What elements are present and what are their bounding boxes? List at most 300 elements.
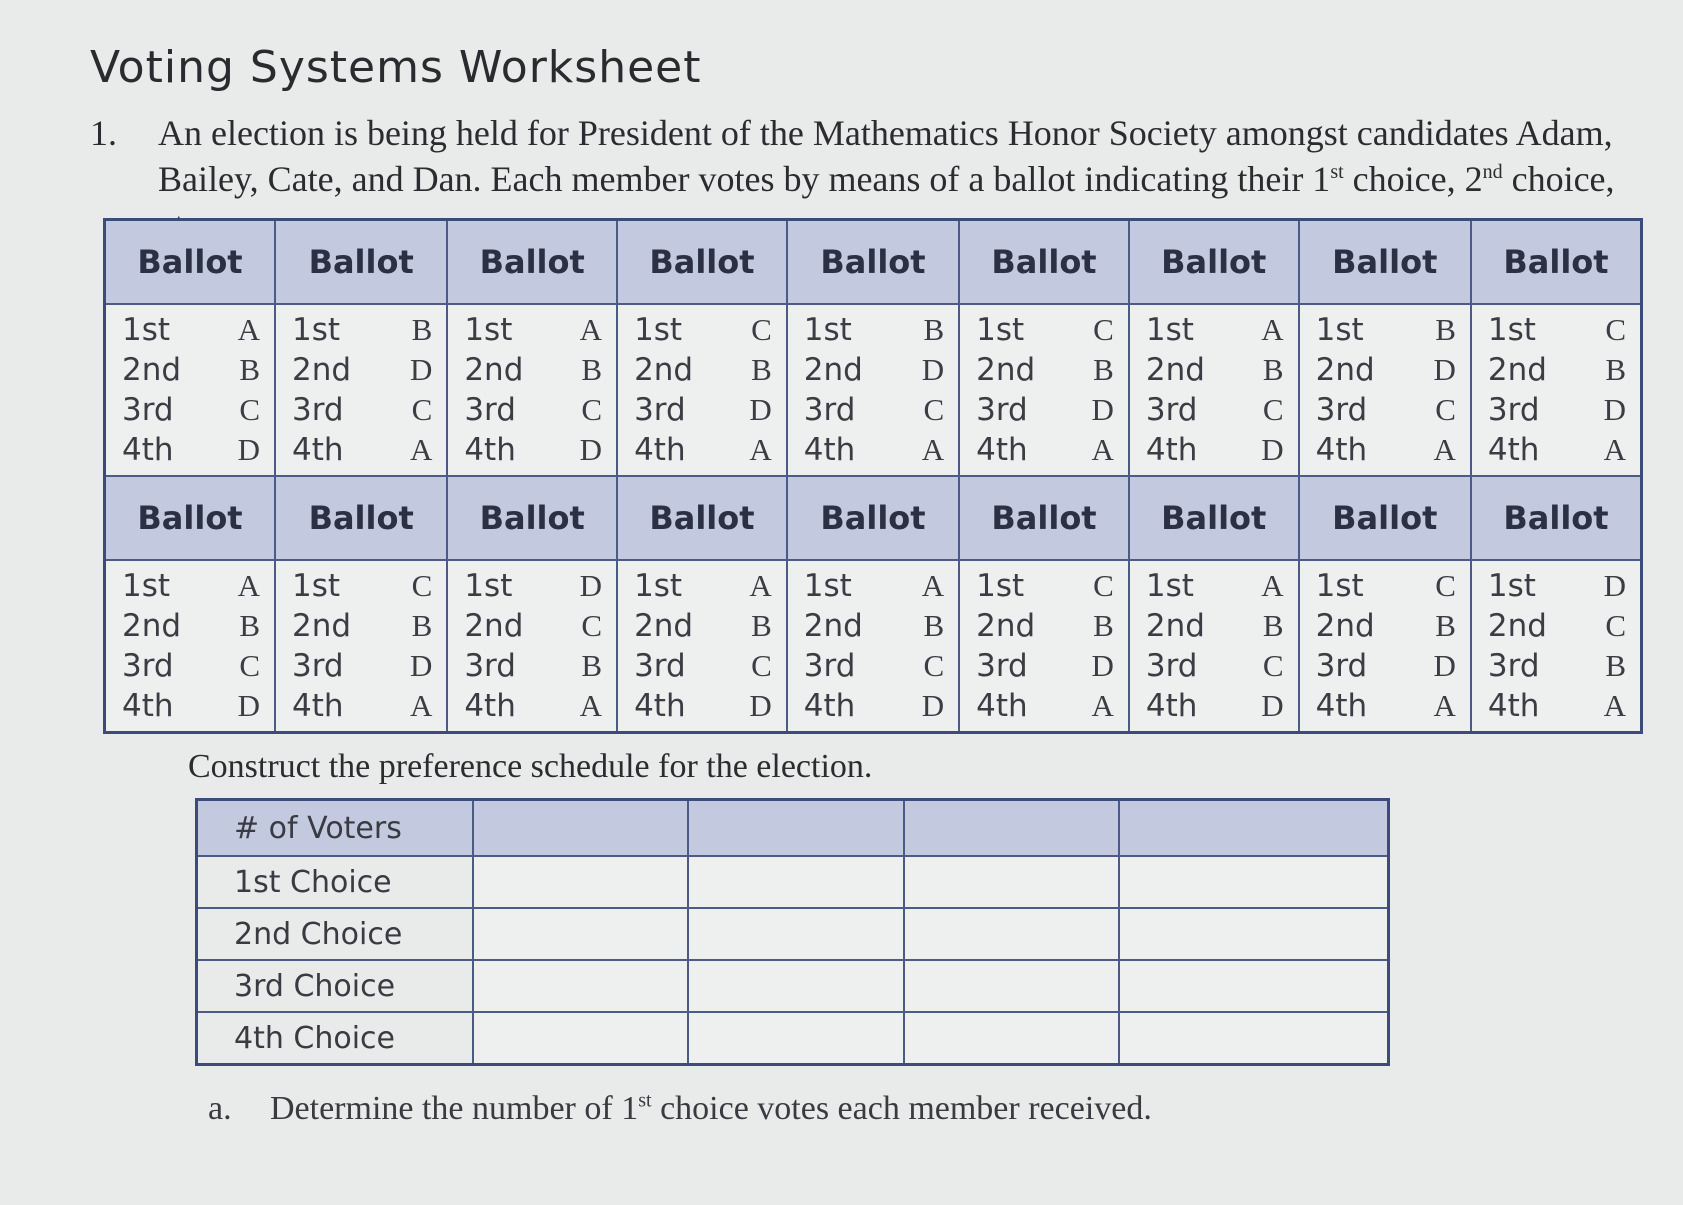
rank-label: 4th xyxy=(1145,688,1198,724)
ballot-rank-row xyxy=(1472,566,1640,606)
candidate-letter: A xyxy=(1433,688,1456,723)
ballot-cell xyxy=(617,304,787,476)
rank-label: 2nd xyxy=(122,608,182,644)
candidate-letter: A xyxy=(237,568,260,603)
candidate-letter: C xyxy=(1093,312,1114,347)
question-sup-nd: nd xyxy=(1482,161,1503,183)
candidate-letter: D xyxy=(1091,648,1114,683)
candidate-letter: B xyxy=(1605,648,1626,683)
candidate-letter: D xyxy=(921,352,945,387)
ballot-rank-row xyxy=(276,646,446,686)
ballot-rank-row xyxy=(106,350,274,390)
ballot-cell xyxy=(1299,560,1471,733)
candidate-letter: A xyxy=(409,432,433,467)
candidate-letter: B xyxy=(1435,608,1456,643)
schedule-blank-cell[interactable] xyxy=(904,800,1119,857)
ballot-rank-row xyxy=(1300,390,1470,430)
rank-label: 3rd xyxy=(1315,648,1368,684)
schedule-row xyxy=(197,856,1389,908)
ballot-rank-row xyxy=(618,310,786,350)
candidate-letter: C xyxy=(239,648,260,683)
sub-question-sup: st xyxy=(638,1089,652,1112)
question-text-part1: An election is being held for President of the Mathematics Honor Society amongst candidates Adam, Bailey, Cate, and Dan. Each member votes by means of a ballot indicating their 1 xyxy=(158,113,1613,199)
ballot-rank-row xyxy=(960,350,1128,390)
ballot-rank-row xyxy=(618,686,786,726)
ballot-rank-row xyxy=(788,646,958,686)
candidate-letter: A xyxy=(921,432,945,467)
ballot-header: Ballot xyxy=(959,476,1129,560)
ballot-header: Ballot xyxy=(1129,476,1299,560)
candidate-letter: A xyxy=(237,312,260,347)
candidate-letter: B xyxy=(1093,608,1114,643)
rank-label: 4th xyxy=(122,432,174,468)
candidate-letter: B xyxy=(751,352,772,387)
ballot-rank-row xyxy=(106,606,274,646)
candidate-letter: B xyxy=(1435,312,1456,347)
candidate-letter: B xyxy=(239,352,260,387)
schedule-blank-cell[interactable] xyxy=(688,856,903,908)
schedule-row-label: # of Voters xyxy=(197,800,474,857)
question-text-part2: choice, 2 xyxy=(1343,159,1483,199)
ballot-rank-row xyxy=(788,390,958,430)
schedule-blank-cell[interactable] xyxy=(688,960,903,1012)
candidate-letter: A xyxy=(749,432,772,467)
instruction-text: Construct the preference schedule for the election. xyxy=(188,748,873,785)
ballot-cell xyxy=(105,560,276,733)
ballot-rank-row xyxy=(276,566,446,606)
schedule-row-label: 3rd Choice xyxy=(197,960,474,1012)
ballot-rank-row xyxy=(106,566,274,606)
ballot-rank-row xyxy=(1300,310,1470,350)
ballot-rank-row xyxy=(1472,646,1640,686)
schedule-blank-cell[interactable] xyxy=(904,908,1119,960)
ballot-cell xyxy=(787,560,959,733)
rank-label: 2nd xyxy=(1315,352,1375,388)
ballot-rank-row xyxy=(106,310,274,350)
rank-label: 1st xyxy=(1145,568,1194,604)
rank-label: 3rd xyxy=(1315,392,1368,428)
ballot-rank-row xyxy=(618,350,786,390)
ballot-rank-row xyxy=(1472,430,1640,470)
ballot-rank-row xyxy=(448,390,616,430)
schedule-blank-cell[interactable] xyxy=(688,800,903,857)
question-sup-st: st xyxy=(1330,161,1344,183)
rank-label: 2nd xyxy=(1487,608,1547,644)
ballot-cell xyxy=(959,560,1129,733)
ballot-cell xyxy=(105,304,276,476)
candidate-letter: A xyxy=(1603,432,1626,467)
schedule-blank-cell[interactable] xyxy=(904,856,1119,908)
candidate-letter: B xyxy=(1605,352,1626,387)
rank-label: 1st xyxy=(464,312,513,348)
rank-label: 1st xyxy=(1315,568,1364,604)
rank-label: 3rd xyxy=(464,648,516,684)
rank-label: 3rd xyxy=(1145,648,1198,684)
rank-label: 4th xyxy=(464,688,516,724)
ballot-header: Ballot xyxy=(1471,476,1642,560)
candidate-letter: B xyxy=(411,312,433,347)
candidate-letter: D xyxy=(749,392,772,427)
ballot-cell xyxy=(1129,560,1299,733)
rank-label: 1st xyxy=(122,568,171,604)
ballot-header: Ballot xyxy=(617,476,787,560)
rank-label: 1st xyxy=(1487,312,1536,348)
sub-question-a xyxy=(208,1090,1152,1128)
rank-label: 4th xyxy=(976,432,1028,468)
rank-label: 3rd xyxy=(1487,648,1540,684)
rank-label: 4th xyxy=(1487,432,1540,468)
candidate-letter: D xyxy=(921,688,945,723)
ballot-rank-row xyxy=(1300,350,1470,390)
ballot-header: Ballot xyxy=(1299,220,1471,305)
candidate-letter: C xyxy=(1435,568,1456,603)
candidate-letter: B xyxy=(1093,352,1114,387)
candidate-letter: C xyxy=(751,648,772,683)
rank-label: 4th xyxy=(1315,432,1368,468)
ballot-rank-row xyxy=(960,390,1128,430)
rank-label: 2nd xyxy=(464,608,524,644)
rank-label: 3rd xyxy=(292,648,344,684)
ballot-rank-row xyxy=(106,646,274,686)
ballot-rank-row xyxy=(276,310,446,350)
schedule-blank-cell[interactable] xyxy=(473,908,688,960)
rank-label: 1st xyxy=(1487,568,1536,604)
ballot-header: Ballot xyxy=(1471,220,1642,305)
rank-label: 4th xyxy=(1315,688,1368,724)
rank-label: 4th xyxy=(464,432,516,468)
rank-label: 3rd xyxy=(122,392,174,428)
ballot-rank-row xyxy=(960,646,1128,686)
rank-label: 3rd xyxy=(976,392,1028,428)
ballot-rank-row xyxy=(106,430,274,470)
rank-label: 4th xyxy=(1487,688,1540,724)
candidate-letter: B xyxy=(923,312,945,347)
ballot-header: Ballot xyxy=(617,220,787,305)
ballot-cell xyxy=(275,304,447,476)
ballots-table xyxy=(103,218,1643,734)
candidate-letter: A xyxy=(1091,432,1114,467)
candidate-letter: B xyxy=(923,608,945,643)
ballot-header-row xyxy=(105,476,1642,560)
ballot-rank-row xyxy=(1130,390,1298,430)
ballot-rank-row xyxy=(1472,350,1640,390)
rank-label: 2nd xyxy=(122,352,182,388)
ballot-cell xyxy=(275,560,447,733)
ballot-rank-row xyxy=(788,310,958,350)
candidate-letter: C xyxy=(923,648,945,683)
sub-question-letter: a. xyxy=(208,1090,232,1127)
ballot-cell xyxy=(787,304,959,476)
candidate-letter: C xyxy=(923,392,945,427)
schedule-blank-cell[interactable] xyxy=(904,960,1119,1012)
candidate-letter: A xyxy=(1261,568,1284,603)
ballot-rank-row xyxy=(1300,430,1470,470)
rank-label: 1st xyxy=(292,312,341,348)
schedule-blank-cell[interactable] xyxy=(1119,800,1388,857)
schedule-row xyxy=(197,800,1389,857)
ballot-header: Ballot xyxy=(275,220,447,305)
rank-label: 2nd xyxy=(1145,352,1205,388)
candidate-letter: C xyxy=(1605,608,1626,643)
ballot-header: Ballot xyxy=(447,476,617,560)
rank-label: 1st xyxy=(634,312,683,348)
rank-label: 2nd xyxy=(634,352,694,388)
rank-label: 1st xyxy=(803,568,852,604)
rank-label: 2nd xyxy=(803,608,863,644)
candidate-letter: A xyxy=(1433,432,1456,467)
schedule-blank-cell[interactable] xyxy=(473,960,688,1012)
ballot-rank-row xyxy=(276,350,446,390)
schedule-blank-cell[interactable] xyxy=(688,1012,903,1065)
ballot-header: Ballot xyxy=(275,476,447,560)
candidate-letter: C xyxy=(1262,648,1284,683)
ballot-header: Ballot xyxy=(1299,476,1471,560)
candidate-letter: C xyxy=(239,392,260,427)
candidate-letter: C xyxy=(1605,312,1626,347)
ballot-rank-row xyxy=(1300,606,1470,646)
candidate-letter: D xyxy=(1433,352,1456,387)
schedule-blank-cell[interactable] xyxy=(473,1012,688,1065)
ballot-rank-row xyxy=(788,350,958,390)
candidate-letter: B xyxy=(751,608,772,643)
ballot-rank-row xyxy=(1472,606,1640,646)
rank-label: 1st xyxy=(292,568,341,604)
ballot-content-row xyxy=(105,304,1642,476)
candidate-letter: C xyxy=(1435,392,1456,427)
schedule-blank-cell[interactable] xyxy=(1119,856,1388,908)
ballot-rank-row xyxy=(448,686,616,726)
rank-label: 4th xyxy=(122,688,174,724)
candidate-letter: C xyxy=(1093,568,1114,603)
ballot-cell xyxy=(959,304,1129,476)
rank-label: 2nd xyxy=(634,608,694,644)
schedule-blank-cell[interactable] xyxy=(473,856,688,908)
candidate-letter: A xyxy=(579,312,603,347)
ballot-rank-row xyxy=(788,566,958,606)
schedule-row xyxy=(197,908,1389,960)
ballot-rank-row xyxy=(1472,310,1640,350)
ballot-content-row xyxy=(105,560,1642,733)
ballot-header: Ballot xyxy=(1129,220,1299,305)
rank-label: 4th xyxy=(1145,432,1198,468)
ballot-rank-row xyxy=(276,390,446,430)
candidate-letter: A xyxy=(921,568,945,603)
ballot-rank-row xyxy=(1130,686,1298,726)
rank-label: 1st xyxy=(1315,312,1364,348)
ballot-rank-row xyxy=(960,686,1128,726)
candidate-letter: A xyxy=(579,688,603,723)
candidate-letter: A xyxy=(1091,688,1114,723)
candidate-letter: C xyxy=(751,312,772,347)
ballot-rank-row xyxy=(448,430,616,470)
page-title: Voting Systems Worksheet xyxy=(90,42,702,93)
ballot-cell xyxy=(447,304,617,476)
rank-label: 2nd xyxy=(1145,608,1205,644)
rank-label: 1st xyxy=(1145,312,1194,348)
ballot-rank-row xyxy=(106,686,274,726)
candidate-letter: B xyxy=(239,608,260,643)
ballot-rank-row xyxy=(960,310,1128,350)
ballot-rank-row xyxy=(106,390,274,430)
rank-label: 3rd xyxy=(1145,392,1198,428)
schedule-row-label: 1st Choice xyxy=(197,856,474,908)
schedule-blank-cell[interactable] xyxy=(1119,908,1388,960)
ballot-rank-row xyxy=(1130,350,1298,390)
candidate-letter: C xyxy=(581,608,603,643)
ballot-rank-row xyxy=(448,350,616,390)
preference-schedule-table xyxy=(195,798,1390,1066)
candidate-letter: D xyxy=(749,688,772,723)
candidate-letter: B xyxy=(411,608,433,643)
candidate-letter: A xyxy=(1261,312,1284,347)
candidate-letter: A xyxy=(1603,688,1626,723)
rank-label: 3rd xyxy=(464,392,516,428)
ballot-rank-row xyxy=(618,430,786,470)
ballot-rank-row xyxy=(448,310,616,350)
ballot-rank-row xyxy=(1472,686,1640,726)
ballot-rank-row xyxy=(1130,606,1298,646)
candidate-letter: C xyxy=(1262,392,1284,427)
ballot-rank-row xyxy=(276,430,446,470)
rank-label: 2nd xyxy=(464,352,524,388)
ballot-rank-row xyxy=(276,606,446,646)
ballot-rank-row xyxy=(1300,566,1470,606)
schedule-blank-cell[interactable] xyxy=(1119,960,1388,1012)
ballot-rank-row xyxy=(618,646,786,686)
rank-label: 3rd xyxy=(634,392,686,428)
rank-label: 4th xyxy=(292,432,344,468)
candidate-letter: B xyxy=(581,648,603,683)
candidate-letter: D xyxy=(1603,392,1626,427)
question-text-part3: choice, xyxy=(1511,159,1615,199)
ballot-rank-row xyxy=(960,606,1128,646)
ballot-cell xyxy=(447,560,617,733)
candidate-letter: D xyxy=(409,648,433,683)
ballot-rank-row xyxy=(1472,390,1640,430)
candidate-letter: D xyxy=(579,432,603,467)
schedule-row xyxy=(197,1012,1389,1065)
sub-question-text: Determine the number of 1 xyxy=(270,1090,639,1127)
ballot-rank-row xyxy=(1130,310,1298,350)
rank-label: 4th xyxy=(803,432,856,468)
question-number: 1. xyxy=(90,113,117,153)
candidate-letter: D xyxy=(1603,568,1626,603)
rank-label: 3rd xyxy=(976,648,1028,684)
ballot-rank-row xyxy=(618,566,786,606)
rank-label: 2nd xyxy=(1315,608,1375,644)
ballot-rank-row xyxy=(448,606,616,646)
candidate-letter: B xyxy=(1262,608,1284,643)
rank-label: 1st xyxy=(976,312,1025,348)
ballot-rank-row xyxy=(618,390,786,430)
rank-label: 4th xyxy=(803,688,856,724)
rank-label: 3rd xyxy=(292,392,344,428)
ballot-cell xyxy=(1299,304,1471,476)
ballot-rank-row xyxy=(788,430,958,470)
ballot-rank-row xyxy=(788,686,958,726)
ballot-header: Ballot xyxy=(105,476,276,560)
sub-question-text-end: choice votes each member received. xyxy=(651,1090,1152,1127)
schedule-blank-cell[interactable] xyxy=(473,800,688,857)
schedule-blank-cell[interactable] xyxy=(904,1012,1119,1065)
candidate-letter: D xyxy=(237,432,260,467)
candidate-letter: D xyxy=(1261,432,1284,467)
candidate-letter: C xyxy=(411,568,433,603)
rank-label: 4th xyxy=(634,432,686,468)
candidate-letter: C xyxy=(411,392,433,427)
ballot-header-row xyxy=(105,220,1642,305)
rank-label: 2nd xyxy=(803,352,863,388)
ballot-rank-row xyxy=(960,566,1128,606)
ballot-rank-row xyxy=(618,606,786,646)
schedule-blank-cell[interactable] xyxy=(688,908,903,960)
ballot-rank-row xyxy=(276,686,446,726)
rank-label: 4th xyxy=(976,688,1028,724)
rank-label: 4th xyxy=(292,688,344,724)
rank-label: 2nd xyxy=(1487,352,1547,388)
ballot-rank-row xyxy=(1130,566,1298,606)
ballot-header: Ballot xyxy=(447,220,617,305)
ballot-rank-row xyxy=(1130,646,1298,686)
candidate-letter: D xyxy=(1261,688,1284,723)
candidate-letter: D xyxy=(237,688,260,723)
ballot-cell xyxy=(1471,560,1642,733)
schedule-row xyxy=(197,960,1389,1012)
rank-label: 3rd xyxy=(634,648,686,684)
schedule-row-label: 2nd Choice xyxy=(197,908,474,960)
ballot-header: Ballot xyxy=(105,220,276,305)
schedule-blank-cell[interactable] xyxy=(1119,1012,1388,1065)
candidate-letter: D xyxy=(409,352,433,387)
ballot-rank-row xyxy=(788,606,958,646)
candidate-letter: A xyxy=(749,568,772,603)
rank-label: 3rd xyxy=(122,648,174,684)
ballot-rank-row xyxy=(448,646,616,686)
candidate-letter: D xyxy=(1433,648,1456,683)
candidate-letter: B xyxy=(581,352,603,387)
rank-label: 2nd xyxy=(976,608,1036,644)
ballot-cell xyxy=(1471,304,1642,476)
rank-label: 1st xyxy=(122,312,171,348)
rank-label: 1st xyxy=(803,312,852,348)
rank-label: 2nd xyxy=(976,352,1036,388)
candidate-letter: D xyxy=(579,568,603,603)
schedule-row-label: 4th Choice xyxy=(197,1012,474,1065)
ballot-rank-row xyxy=(1130,430,1298,470)
rank-label: 2nd xyxy=(292,352,352,388)
ballot-header: Ballot xyxy=(787,476,959,560)
rank-label: 3rd xyxy=(1487,392,1540,428)
ballot-rank-row xyxy=(960,430,1128,470)
ballot-rank-row xyxy=(1300,686,1470,726)
rank-label: 2nd xyxy=(292,608,352,644)
candidate-letter: B xyxy=(1262,352,1284,387)
candidate-letter: A xyxy=(409,688,433,723)
ballot-header: Ballot xyxy=(959,220,1129,305)
ballot-cell xyxy=(1129,304,1299,476)
ballot-rank-row xyxy=(448,566,616,606)
rank-label: 3rd xyxy=(803,392,856,428)
ballot-cell xyxy=(617,560,787,733)
candidate-letter: D xyxy=(1091,392,1114,427)
candidate-letter: C xyxy=(581,392,603,427)
rank-label: 4th xyxy=(634,688,686,724)
rank-label: 1st xyxy=(976,568,1025,604)
rank-label: 3rd xyxy=(803,648,856,684)
rank-label: 1st xyxy=(464,568,513,604)
rank-label: 1st xyxy=(634,568,683,604)
ballot-header: Ballot xyxy=(787,220,959,305)
